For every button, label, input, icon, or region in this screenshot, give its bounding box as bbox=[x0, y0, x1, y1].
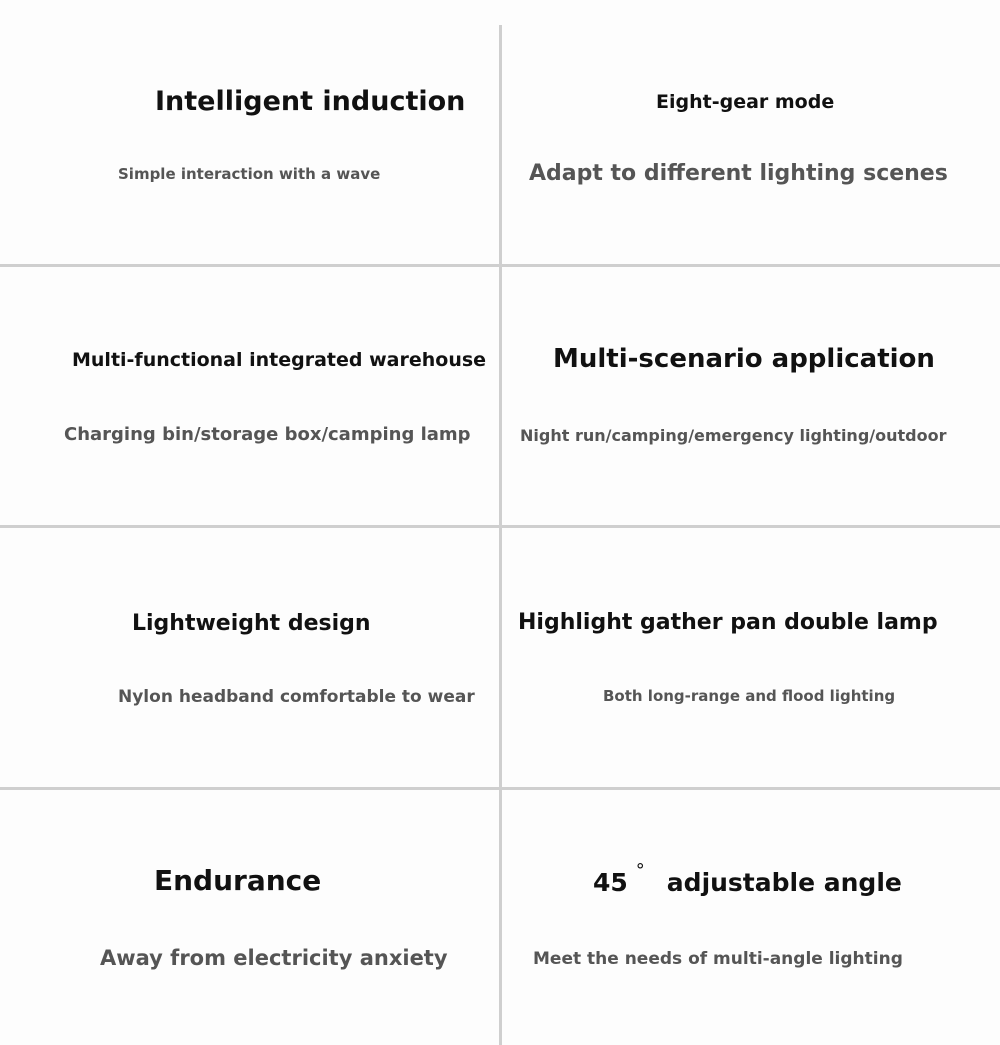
feature-title-highlight-double-lamp: Highlight gather pan double lamp bbox=[518, 610, 938, 635]
feature-subtitle: Adapt to different lighting scenes bbox=[529, 161, 948, 186]
feature-subtitle: Simple interaction with a wave bbox=[118, 165, 381, 183]
feature-title-multi-scenario-application: Multi-scenario application bbox=[553, 344, 935, 374]
feature-subtitle: Nylon headband comfortable to wear bbox=[118, 687, 475, 707]
feature-title-eight-gear-mode: Eight-gear mode bbox=[656, 91, 835, 113]
degree-symbol: ° bbox=[635, 860, 645, 881]
feature-title-lightweight-design: Lightweight design bbox=[132, 611, 371, 636]
feature-title-intelligent-induction: Intelligent induction bbox=[155, 86, 466, 117]
horizontal-divider bbox=[0, 787, 1000, 790]
feature-subtitle: Both long-range and flood lighting bbox=[603, 687, 896, 705]
feature-title-adjustable-angle bbox=[593, 860, 902, 897]
feature-subtitle: Meet the needs of multi-angle lighting bbox=[533, 949, 903, 969]
angle-label: adjustable angle bbox=[666, 868, 902, 897]
feature-title-endurance: Endurance bbox=[154, 864, 322, 897]
angle-value: 45 bbox=[593, 868, 628, 897]
feature-subtitle: Away from electricity anxiety bbox=[100, 946, 448, 970]
vertical-divider bbox=[499, 25, 502, 1045]
feature-title-multi-functional-warehouse: Multi-functional integrated warehouse bbox=[72, 349, 487, 371]
horizontal-divider bbox=[0, 525, 1000, 528]
feature-subtitle: Charging bin/storage box/camping lamp bbox=[64, 424, 471, 445]
horizontal-divider bbox=[0, 264, 1000, 267]
feature-subtitle: Night run/camping/emergency lighting/outdoor bbox=[520, 426, 947, 445]
